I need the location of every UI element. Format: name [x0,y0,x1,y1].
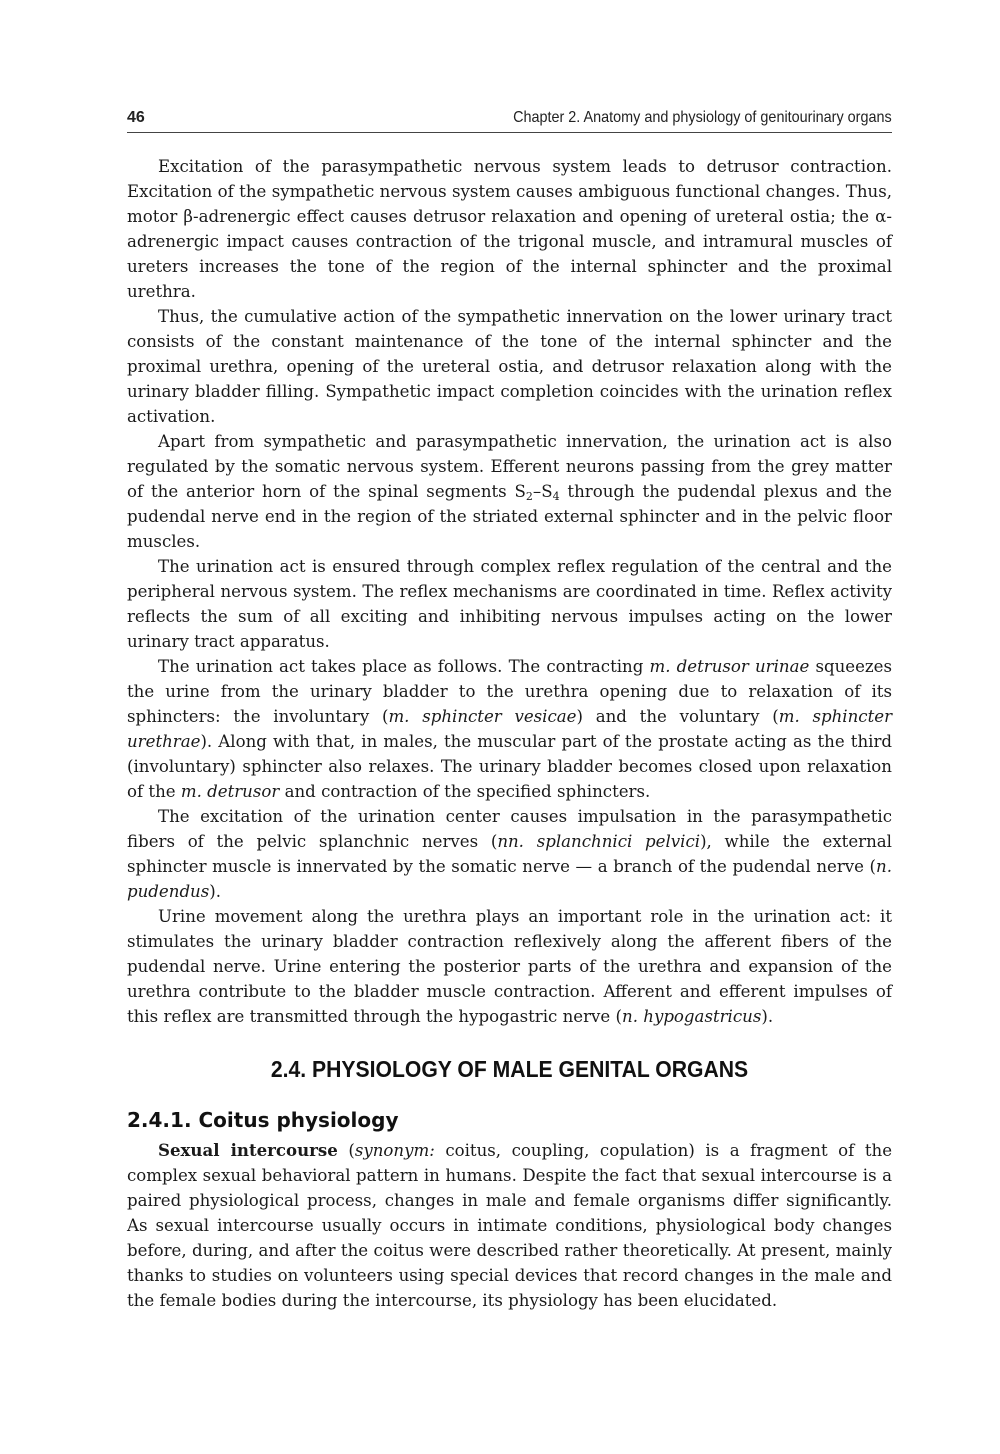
subsection-heading: 2.4.1. Coitus physiology [127,1108,399,1132]
body-text [127,154,892,1313]
latin-term: nn. splanchnici pelvici [497,832,701,851]
synonym-label: synonym: [354,1141,435,1160]
latin-term: m. sphincter vesicae [388,707,577,726]
chapter-title: Chapter 2. Anatomy and physiology of genitourinary organs [513,109,892,126]
latin-term: m. detrusor urinae [649,657,810,676]
paragraph-7: Urine movement along the urethra plays an important role in the urination act: it stimulates the urinary bladder contraction reflexively along the afferent fibers of the pudendal nerve. Urine entering the posterior parts of the urethra and expansion of the urethra contribute to the bladder muscle contraction. Afferent and efferent impulses of this reflex are transmitted through the hypogastric nerve (n. hypogastricus). [127,907,892,1026]
running-header [127,104,892,133]
latin-term: m. detrusor [180,782,280,801]
page-number: 46 [127,109,145,126]
paragraph-4: The urination act is ensured through complex reflex regulation of the central and the peripheral nervous system. The reflex mechanisms are coordinated in time. Reflex activity reflects the sum of all exciting and inhibiting nervous impulses acting on the lower urinary tract apparatus. [127,557,892,651]
paragraph-2: Thus, the cumulative action of the sympathetic innervation on the lower urinary tract consists of the constant maintenance of the tone of the internal sphincter and the proximal urethra, opening of the ureteral ostia, and detrusor relaxation along with the urinary bladder filling. Sympathetic impact completion coincides with the urination reflex activation. [127,307,892,426]
paragraph-6: The excitation of the urination center causes impulsation in the parasympathetic fibers of the pelvic splanchnic nerves (nn. splanchnici pelvici), while the external sphincter muscle is innervated by the somatic nerve — a branch of the pudendal nerve (n. pudendus). [127,807,892,901]
latin-term: m. sphincter urethrae [127,707,893,751]
latin-term: n. hypogastricus [622,1007,762,1026]
defined-term: Sexual intercourse [158,1140,338,1160]
paragraph-5: The urination act takes place as follows. The contracting m. detrusor urinae squeezes the urine from the urinary bladder to the urethra opening due to relaxation of its sphincters: the involuntary (m. sphincter vesicae) and the voluntary (m. sphincter urethrae). Along with that, in males, the muscular part of the prostate acting as the third (involuntary) sphincter also relaxes. The urinary bladder becomes closed upon relaxation of the m. detrusor and contraction of the specified sphincters. [127,657,893,801]
paragraph-8: Sexual intercourse (synonym: coitus, coupling, copulation) is a fragment of the complex sexual behavioral pattern in humans. Despite the fact that sexual intercourse is a paired physiological process, changes in male and female organisms differ significantly. As sexual intercourse usually occurs in intimate conditions, physiological body changes before, during, and after the coitus were described rather theoretically. At present, mainly thanks to studies on volunteers using special devices that record changes in the male and the female bodies during the intercourse, its physiology has been elucidated. [127,1140,893,1310]
section-heading: 2.4. PHYSIOLOGY OF MALE GENITAL ORGANS [270,1056,749,1082]
paragraph-3: Apart from sympathetic and parasympathetic innervation, the urination act is also regulated by the somatic nervous system. Efferent neurons passing from the grey matter of the anterior horn of the spinal segments $S_2-S_4$ through the pudendal plexus and the pudendal nerve end in the region of the striated external sphincter and in the pelvic floor muscles. [127,432,892,551]
paragraph-1: Excitation of the parasympathetic nervous system leads to detrusor contraction. Excitation of the sympathetic nervous system causes ambiguous functional changes. Thus, motor β-adrenergic effect causes detrusor relaxation and opening of ureteral ostia; the α-adrenergic impact causes contraction of the trigonal muscle, and intramural muscles of ureters increases the tone of the region of the internal sphincter and the proximal urethra. [127,157,892,301]
latin-term: n. pudendus [127,857,892,901]
